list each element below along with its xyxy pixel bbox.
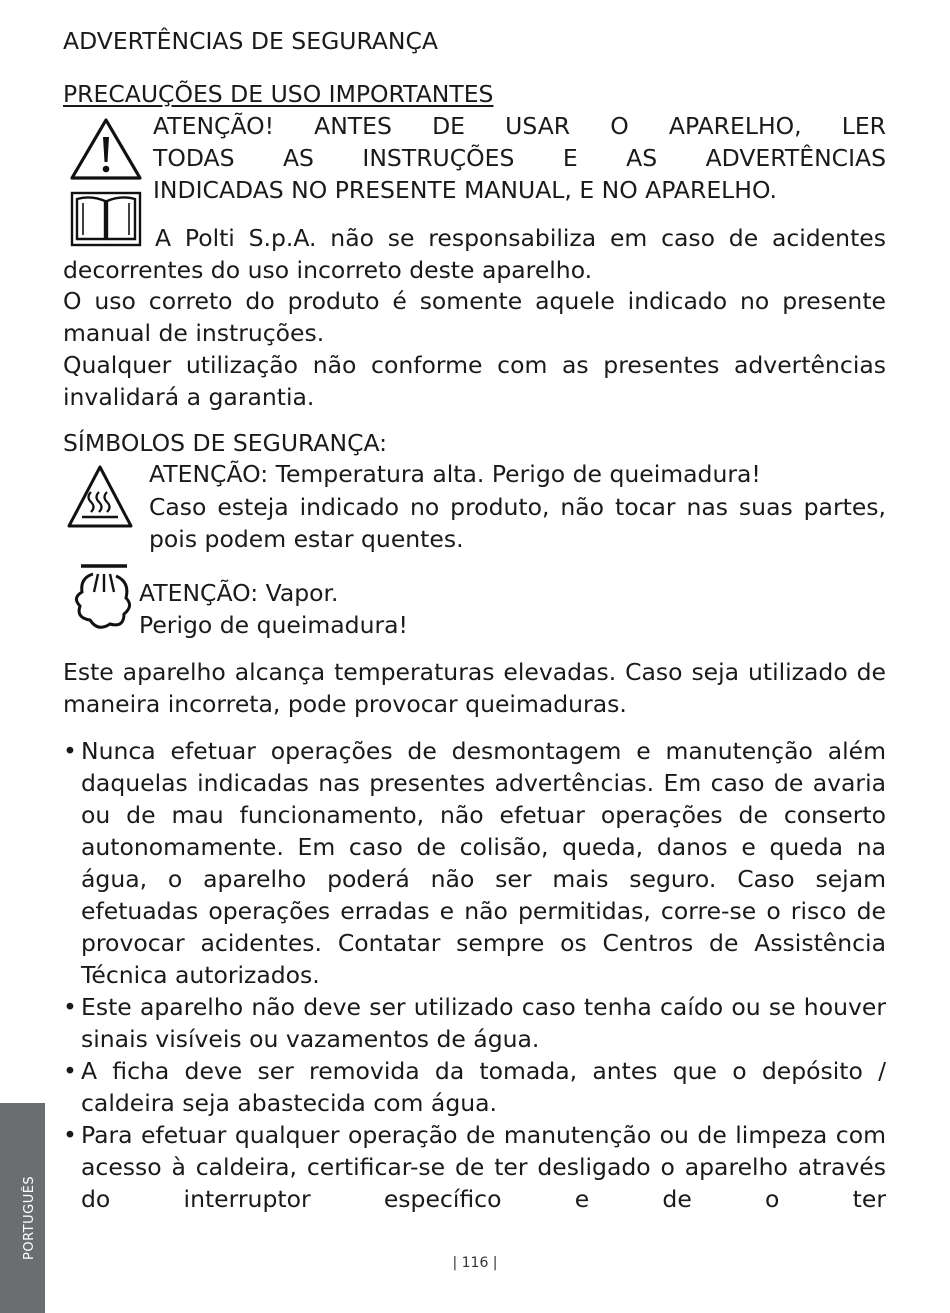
page-title: ADVERTÊNCIAS DE SEGURANÇA <box>63 27 438 55</box>
steam-warning-text: Perigo de queimadura! <box>139 611 408 639</box>
list-item: • A ficha deve ser removida da tomada, antes que o depósito / caldeira seja abastecida com água. <box>63 1055 886 1119</box>
intro-paragraph: Este aparelho alcança temperaturas elevadas. Caso seja utilizado de maneira incorreta, pode provocar queimaduras. <box>63 658 886 718</box>
steam-icon <box>72 562 134 634</box>
warning-line-3: INDICADAS NO PRESENTE MANUAL, E NO APARELHO. <box>153 176 777 204</box>
language-sidebar-label-wrap <box>0 1103 45 1313</box>
hot-warning-text: Caso esteja indicado no produto, não tocar nas suas partes, pois podem estar quentes. <box>149 493 886 553</box>
warranty-paragraph: Qualquer utilização não conforme com as presentes advertências invalidará a garantia. <box>63 351 886 411</box>
responsibility-paragraph: A Polti S.p.A. não se responsabiliza em caso de acidentes decorrentes do uso incorreto deste aparelho. <box>63 224 886 284</box>
warning-line-2: TODAS AS INSTRUÇÕES E AS ADVERTÊNCIAS <box>153 144 886 172</box>
warning-triangle-icon <box>70 117 142 181</box>
precautions-heading: PRECAUÇÕES DE USO IMPORTANTES <box>63 80 494 108</box>
list-item: • Para efetuar qualquer operação de manutenção ou de limpeza com acesso à caldeira, certificar-se de ter desligado o aparelho através do interruptor específico e de o ter <box>63 1119 886 1215</box>
correct-use-paragraph: O uso correto do produto é somente aquele indicado no presente manual de instruções. <box>63 287 886 347</box>
symbols-heading: SÍMBOLOS DE SEGURANÇA: <box>63 429 388 457</box>
safety-bullet-list <box>63 735 886 1215</box>
steam-warning-title: ATENÇÃO: Vapor. <box>139 579 339 607</box>
list-item: • Este aparelho não deve ser utilizado caso tenha caído ou se houver sinais visíveis ou vazamentos de água. <box>63 991 886 1055</box>
language-label: PORTUGUÊS <box>22 1175 37 1260</box>
page-number: | 116 | <box>452 1255 498 1271</box>
list-item: • Nunca efetuar operações de desmontagem e manutenção além daquelas indicadas nas presentes advertências. Em caso de avaria ou de mau funcionamento, não efetuar operações de conserto autonomamente. Em caso de colisão, queda, danos e queda na água, o aparelho poderá não ser mais seguro. Caso sejam efetuadas operações erradas e não permitidas, corre-se o risco de provocar acidentes. Contatar sempre os Centros de Assistência Técnica autorizados. <box>63 735 886 991</box>
hot-surface-icon <box>67 464 133 530</box>
hot-warning-title: ATENÇÃO: Temperatura alta. Perigo de queimadura! <box>149 460 761 488</box>
warning-line-1: ATENÇÃO! ANTES DE USAR O APARELHO, LER <box>153 112 886 140</box>
